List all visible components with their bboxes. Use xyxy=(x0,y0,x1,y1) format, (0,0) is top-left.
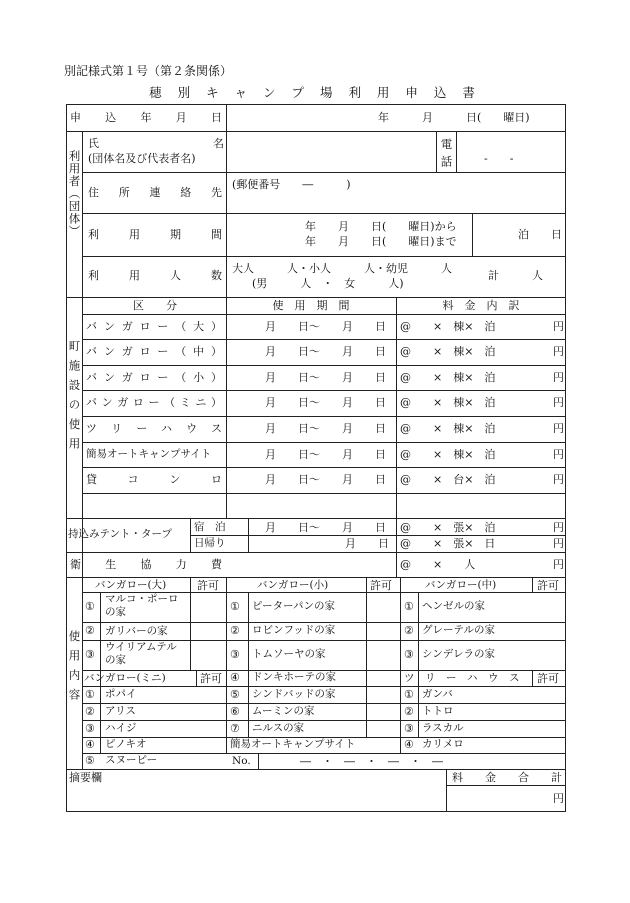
col-divider xyxy=(446,769,447,812)
large-bungalow-num: ② xyxy=(85,624,95,637)
col-divider xyxy=(366,577,367,737)
treehouse-header: ツ リ ー ハ ウ ス xyxy=(404,672,520,684)
medium-bungalow-header: バンガロー(中) xyxy=(425,579,497,591)
small-bungalow-name: ドンキホーテの家 xyxy=(252,671,336,683)
row-divider xyxy=(82,256,566,257)
small-bungalow-name: シンドバッドの家 xyxy=(252,687,336,700)
col-fee-header: 料 金 内 訳 xyxy=(442,299,520,312)
mini-bungalow-name: ハイジ xyxy=(105,721,137,734)
application-date-field[interactable]: 年 月 日( 曜日) xyxy=(378,111,530,124)
postal-field[interactable]: (郵便番号 ― ) xyxy=(232,178,351,191)
facility-row-fee[interactable]: @ × 棟× 泊 xyxy=(400,422,496,435)
row-divider xyxy=(190,535,566,536)
period-to-field[interactable]: 年 月 日( 曜日)まで xyxy=(305,235,457,248)
facility-row-yen: 円 xyxy=(553,320,564,333)
col-divider xyxy=(82,577,83,769)
facility-row-name: バンガロー（小） xyxy=(86,371,222,384)
col-divider xyxy=(190,518,191,552)
facility-row-yen: 円 xyxy=(553,345,564,358)
medium-bungalow-num: ② xyxy=(404,624,414,637)
tent-day-label: 日帰り xyxy=(194,537,226,549)
row-divider xyxy=(82,622,566,623)
facility-row-period[interactable]: 月 日～ 月 日 xyxy=(265,320,386,333)
large-bungalow-header: バンガロー(大) xyxy=(95,579,167,591)
row-divider xyxy=(446,785,566,786)
row-divider xyxy=(82,493,566,494)
row-divider xyxy=(66,131,566,132)
treehouse-num: ③ xyxy=(404,721,414,735)
row-divider xyxy=(66,552,566,553)
row-divider xyxy=(82,390,566,391)
contents-section-label: 使用内容 xyxy=(67,630,82,708)
name-label: 氏 xyxy=(88,137,99,150)
treehouse-num: ④ xyxy=(404,738,414,751)
facility-row-name: ツリーハウス xyxy=(86,422,222,435)
facility-row-fee[interactable]: @ × 棟× 泊 xyxy=(400,371,496,384)
small-bungalow-num: ② xyxy=(230,624,240,637)
tent-stay-period[interactable]: 月 日～ 月 日 xyxy=(265,521,386,534)
people-gender-field[interactable]: (男 人 ・ 女 人) xyxy=(252,277,404,290)
hygiene-fee[interactable]: @ × 人 xyxy=(400,558,476,571)
treehouse-name: ガンバ xyxy=(422,687,453,700)
col-divider xyxy=(472,213,473,256)
small-bungalow-name: ニルスの家 xyxy=(252,721,305,734)
col-divider xyxy=(396,297,397,552)
row-divider xyxy=(66,577,566,578)
col-divider xyxy=(418,592,419,737)
col-divider xyxy=(248,592,249,737)
col-period-header: 使 用 期 間 xyxy=(272,299,350,312)
permit-header: 許可 xyxy=(197,579,219,592)
facility-row-yen: 円 xyxy=(553,448,564,461)
mini-bungalow-name: スヌーピー xyxy=(105,754,158,766)
people-label: 利 用 人 数 xyxy=(88,269,222,282)
treehouse-name: トトロ xyxy=(422,704,454,717)
facility-row-period[interactable]: 月 日～ 月 日 xyxy=(265,371,386,384)
large-bungalow-name: ガリバーの家 xyxy=(105,625,168,637)
name-label-sub: (団体名及び代表者名) xyxy=(88,152,196,165)
small-bungalow-num: ⑤ xyxy=(230,687,240,701)
row-divider xyxy=(82,703,566,704)
large-bungalow-name: ウイリアムテルの家 xyxy=(105,641,177,666)
page-title: 穂 別 キ ャ ン プ 場 利 用 申 込 書 xyxy=(149,85,481,100)
small-bungalow-num: ⑥ xyxy=(230,704,240,718)
small-bungalow-num: ④ xyxy=(230,671,240,684)
tent-stay-fee[interactable]: @ × 張× 泊 xyxy=(400,521,496,534)
nights-field[interactable]: 泊 日 xyxy=(518,228,562,241)
medium-bungalow-name: グレーテルの家 xyxy=(422,624,495,636)
small-bungalow-num: ⑦ xyxy=(230,721,240,735)
small-bungalow-name: ムーミンの家 xyxy=(252,704,315,717)
period-label: 利 用 期 間 xyxy=(88,228,222,241)
col-divider xyxy=(196,670,197,686)
facility-row-period[interactable]: 月 日～ 月 日 xyxy=(265,396,386,409)
permit-header: 許可 xyxy=(370,579,392,592)
col-divider xyxy=(400,577,401,753)
facility-row-yen: 円 xyxy=(553,396,564,409)
site-no-label: No. xyxy=(232,755,251,767)
period-from-field[interactable]: 年 月 日( 曜日)から xyxy=(305,220,457,233)
row-divider xyxy=(82,467,566,468)
small-bungalow-name: ピーターパンの家 xyxy=(252,600,336,612)
col-divider xyxy=(226,577,227,753)
col-divider xyxy=(456,131,457,172)
row-divider xyxy=(66,769,566,770)
col-divider xyxy=(436,131,437,172)
medium-bungalow-num: ③ xyxy=(404,648,414,661)
phone-label: 電話 xyxy=(439,138,454,173)
remarks-label: 摘要欄 xyxy=(69,771,102,784)
col-category-header: 区 分 xyxy=(133,299,177,312)
hygiene-yen: 円 xyxy=(553,558,564,571)
small-bungalow-name: トムソーヤの家 xyxy=(252,648,326,660)
name-label-end: 名 xyxy=(213,137,224,150)
large-bungalow-name: マルコ・ポーロの家 xyxy=(105,593,179,618)
mini-bungalow-name: ポパイ xyxy=(105,687,137,700)
row-divider xyxy=(66,518,566,519)
total-fee-yen: 円 xyxy=(553,792,564,805)
facility-row-period[interactable]: 月 日～ 月 日 xyxy=(265,473,386,486)
row-divider xyxy=(66,297,566,298)
small-bungalow-header: バンガロー(小) xyxy=(257,579,329,591)
facility-row-fee[interactable]: @ × 棟× 泊 xyxy=(400,345,496,358)
site-no-field[interactable]: ― ・ ― ・ ― ・ ― xyxy=(300,755,443,768)
mini-bungalow-num: ① xyxy=(85,687,95,701)
user-section-label: 利用者（団体） xyxy=(67,150,82,238)
large-bungalow-num: ③ xyxy=(85,648,95,661)
facility-row-name: バンガロー（大） xyxy=(86,320,222,333)
phone-field[interactable]: - - xyxy=(484,152,514,165)
address-label: 住 所 連 絡 先 xyxy=(88,186,222,199)
medium-bungalow-num: ① xyxy=(404,600,414,613)
row-divider xyxy=(82,172,566,173)
col-divider xyxy=(258,753,259,769)
facilities-section-label: 町施設の使用 xyxy=(67,340,82,457)
col-divider xyxy=(190,577,191,670)
tent-day-fee[interactable]: @ × 張× 日 xyxy=(400,537,496,550)
facility-row-period[interactable]: 月 日～ 月 日 xyxy=(265,448,386,461)
row-divider xyxy=(82,213,566,214)
medium-bungalow-name: ヘンゼルの家 xyxy=(422,600,485,612)
people-field[interactable]: 大人 人・小人 人・幼児 人 xyxy=(232,262,452,275)
hygiene-label: 衛 生 協 力 費 xyxy=(70,558,222,571)
row-divider xyxy=(82,442,566,443)
tent-day-period[interactable]: 月 日 xyxy=(345,537,389,550)
total-fee-label: 料 金 合 計 xyxy=(452,771,562,784)
facility-row-name: バンガロー（中） xyxy=(86,345,222,358)
people-total-field[interactable]: 計 人 xyxy=(488,269,543,282)
row-divider xyxy=(82,314,566,315)
col-divider xyxy=(82,131,83,297)
large-bungalow-num: ① xyxy=(85,600,95,613)
facility-row-yen: 円 xyxy=(553,371,564,384)
treehouse-num: ① xyxy=(404,687,414,701)
tent-stay-label: 宿 泊 xyxy=(194,521,226,533)
col-divider xyxy=(396,552,397,577)
auto-camp-site-label: 簡易オートキャンプサイト xyxy=(230,738,356,750)
facility-row-period[interactable]: 月 日～ 月 日 xyxy=(265,345,386,358)
facility-row-fee[interactable]: @ × 台× 泊 xyxy=(400,473,496,486)
col-divider xyxy=(226,104,227,297)
facility-row-yen: 円 xyxy=(553,422,564,435)
medium-bungalow-name: シンデレラの家 xyxy=(422,648,496,660)
col-divider xyxy=(532,670,533,686)
mini-bungalow-num: ④ xyxy=(85,738,95,751)
treehouse-num: ② xyxy=(404,704,414,718)
tent-stay-yen: 円 xyxy=(553,521,564,534)
row-divider xyxy=(82,365,566,366)
facility-row-fee[interactable]: @ × 棟× 泊 xyxy=(400,448,496,461)
permit-header: 許可 xyxy=(537,672,559,685)
facility-row-name: 貸 コ ン ロ xyxy=(86,473,222,486)
permit-header: 許可 xyxy=(537,579,559,592)
small-bungalow-num: ① xyxy=(230,600,240,613)
facility-row-fee[interactable]: @ × 棟× 泊 xyxy=(400,396,496,409)
mini-bungalow-header: バンガロー(ミニ) xyxy=(84,672,166,684)
row-divider xyxy=(82,720,566,721)
treehouse-name: カリメロ xyxy=(422,738,464,750)
row-divider xyxy=(82,339,566,340)
col-divider xyxy=(532,577,533,592)
small-bungalow-num: ③ xyxy=(230,648,240,661)
application-date-label: 申 込 年 月 日 xyxy=(70,111,222,124)
small-bungalow-name: ロビンフッドの家 xyxy=(252,624,336,636)
treehouse-name: ラスカル xyxy=(422,721,464,734)
form-number: 別記様式第１号（第２条関係） xyxy=(64,64,233,78)
tent-day-yen: 円 xyxy=(553,537,564,550)
facility-row-fee[interactable]: @ × 棟× 泊 xyxy=(400,320,496,333)
permit-header: 許可 xyxy=(200,672,222,685)
tent-label: 持込みテント・タープ xyxy=(68,528,172,540)
facility-row-yen: 円 xyxy=(553,473,564,486)
facility-row-period[interactable]: 月 日～ 月 日 xyxy=(265,422,386,435)
mini-bungalow-num: ③ xyxy=(85,721,95,735)
row-divider xyxy=(82,416,566,417)
mini-bungalow-name: ピノキオ xyxy=(105,738,147,750)
col-divider xyxy=(248,518,249,552)
facility-row-name: バンガロー（ミニ） xyxy=(86,396,222,409)
facility-row-name: 簡易オートキャンプサイト xyxy=(86,448,212,460)
mini-bungalow-name: アリス xyxy=(105,704,136,717)
col-divider xyxy=(226,297,227,518)
mini-bungalow-num: ⑤ xyxy=(85,754,95,767)
mini-bungalow-num: ② xyxy=(85,704,95,718)
